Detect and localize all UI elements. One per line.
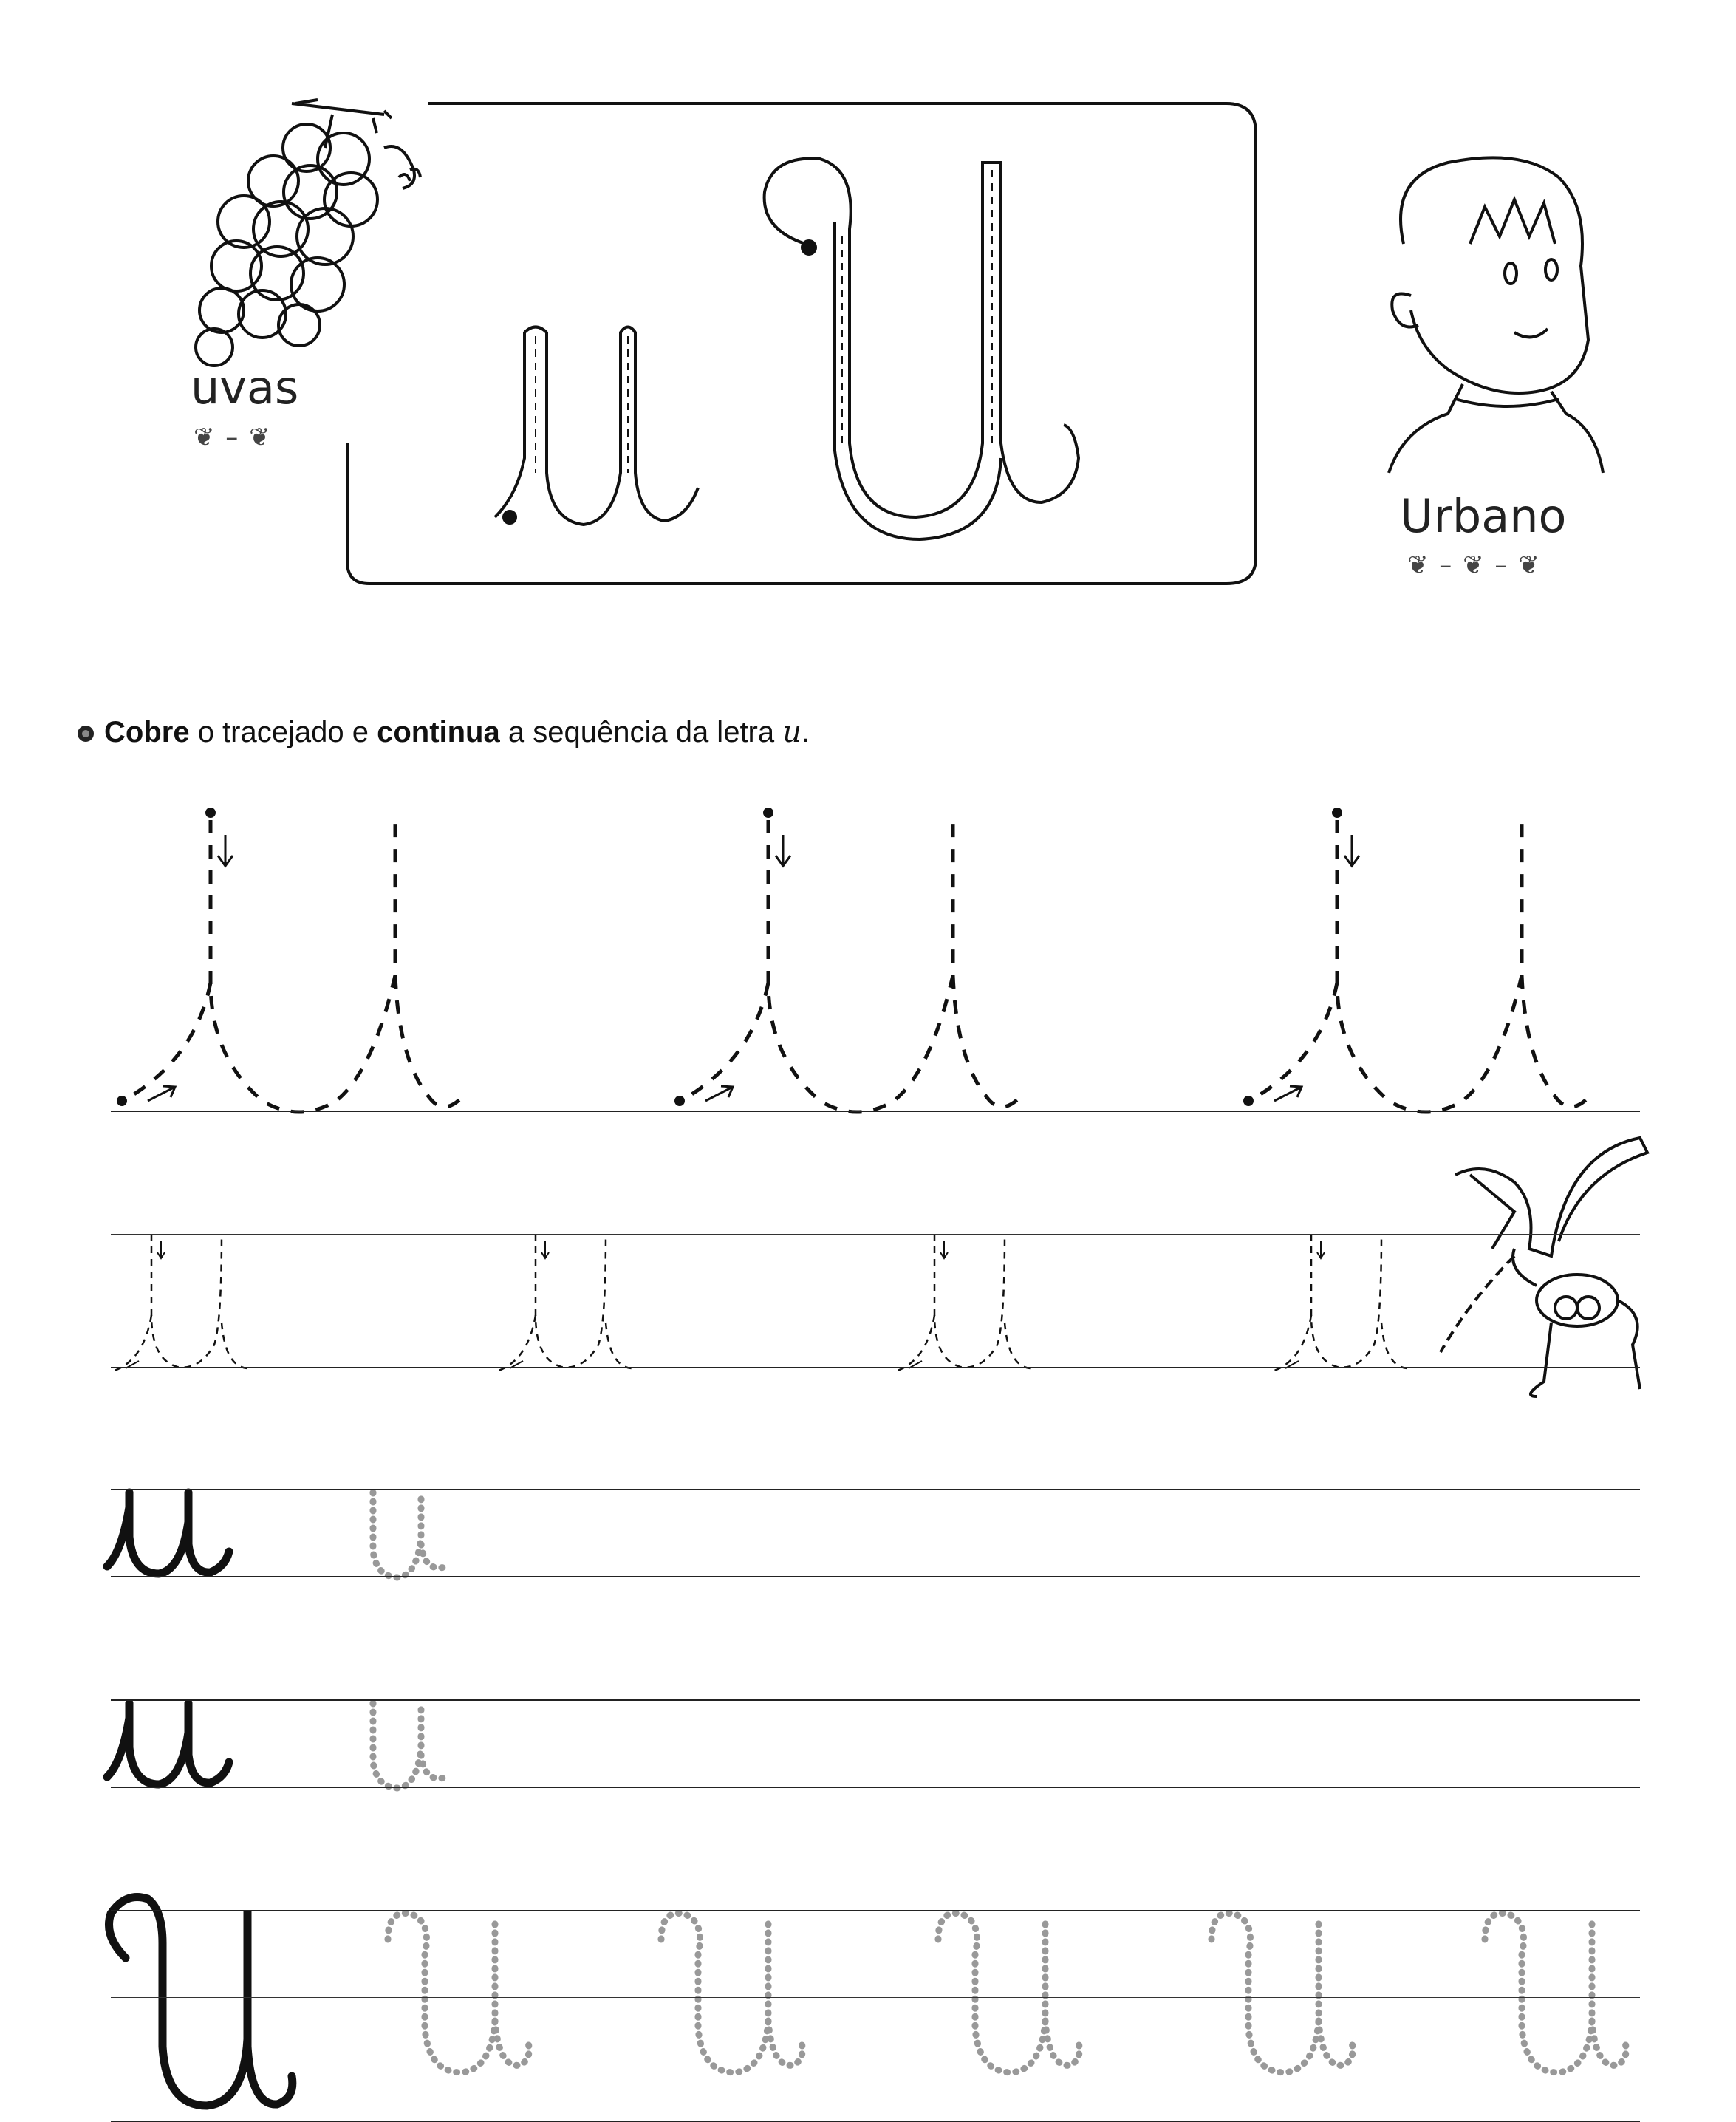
- mouse-illustration: [1441, 1138, 1647, 1396]
- tracing-row-large: [117, 808, 465, 1112]
- instruction-letter: u: [782, 715, 802, 749]
- word-urbano: Urbano: [1400, 489, 1567, 543]
- guide-line: [111, 1787, 1640, 1788]
- instruction-part: .: [802, 716, 810, 748]
- instruction-part: o tracejado e: [189, 716, 377, 748]
- instruction-part: a sequência da letra: [499, 716, 783, 748]
- guide-line: [111, 1111, 1640, 1112]
- word-uvas: uvas: [191, 361, 299, 414]
- instruction-verb-cover: Cobre: [104, 716, 190, 748]
- guide-line: [111, 1489, 1640, 1490]
- model-lowercase-u-outline: [495, 327, 698, 525]
- tracing-row-large: [674, 808, 1023, 1112]
- grapes-illustration: [196, 100, 420, 366]
- guide-line: [111, 1910, 1640, 1911]
- tracing-row-large: [1243, 808, 1592, 1112]
- instruction-text: [78, 715, 810, 749]
- guide-line: [111, 1699, 1640, 1701]
- boy-illustration: [1389, 157, 1603, 473]
- guide-line: [111, 1997, 1640, 1998]
- clap-icon: ❦ – ❦: [194, 423, 272, 452]
- instruction-verb-continue: continua: [377, 716, 500, 748]
- guide-line: [111, 1576, 1640, 1577]
- guide-line: [111, 1234, 1640, 1235]
- clap-icon: ❦ – ❦ – ❦: [1407, 550, 1541, 580]
- model-capital-U: [109, 1897, 293, 2106]
- model-uppercase-U-outline: [765, 159, 1079, 539]
- guide-line: [111, 1367, 1640, 1368]
- bullet-icon: [78, 726, 94, 742]
